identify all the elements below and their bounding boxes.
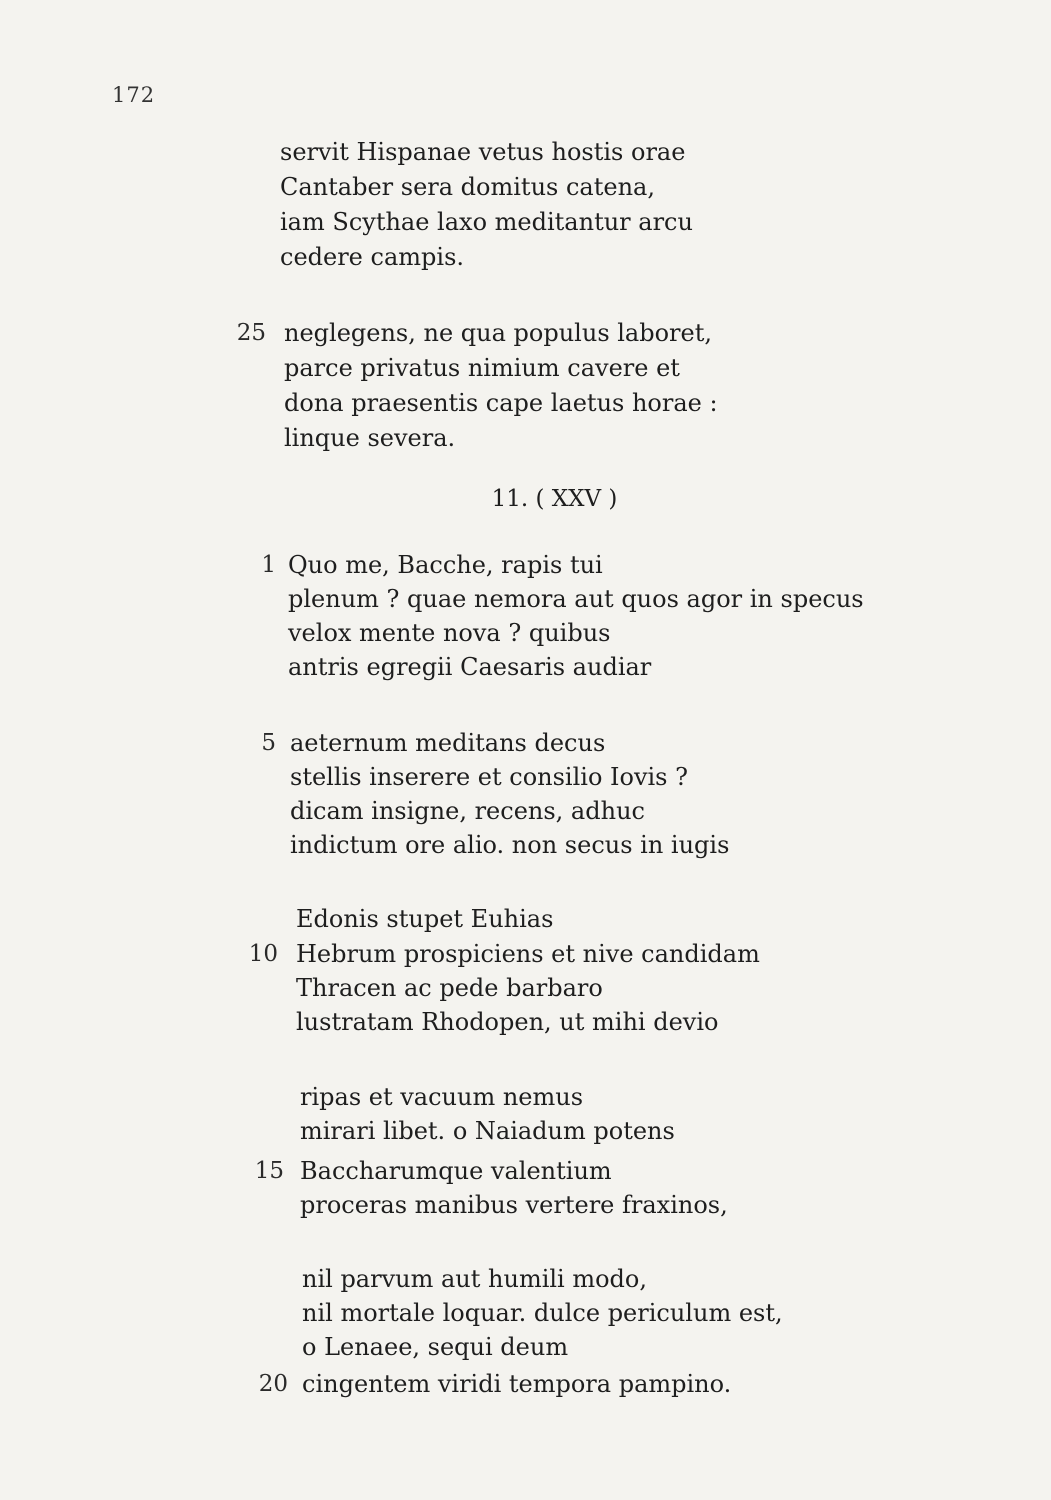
verse-line: lustratam Rhodopen, ut mihi devio (296, 1008, 719, 1036)
line-number: 10 (248, 941, 278, 967)
verse-line: velox mente nova ? quibus (288, 619, 611, 647)
verse-line: stellis inserere et consilio Iovis ? (290, 763, 688, 791)
verse-line: dicam insigne, recens, adhuc (290, 797, 645, 825)
line-number: 15 (254, 1158, 284, 1184)
verse-line: neglegens, ne qua populus laboret, (284, 319, 713, 347)
verse-line: plenum ? quae nemora aut quos agor in specus (288, 585, 864, 613)
line-number: 5 (261, 730, 276, 756)
verse-line: Cantaber sera domitus catena, (280, 173, 655, 201)
verse-line: ripas et vacuum nemus (300, 1083, 584, 1111)
verse-line: indictum ore alio. non secus in iugis (290, 831, 730, 859)
verse-line: servit Hispanae vetus hostis orae (280, 138, 686, 166)
verse-line: Quo me, Bacche, rapis tui (288, 551, 603, 579)
verse-line: iam Scythae laxo meditantur arcu (280, 208, 693, 236)
verse-line: Edonis stupet Euhias (296, 905, 554, 933)
verse-line: antris egregii Caesaris audiar (288, 653, 652, 681)
verse-line: nil mortale loquar. dulce periculum est, (302, 1299, 783, 1327)
line-number: 25 (236, 320, 266, 346)
verse-line: proceras manibus vertere fraxinos, (300, 1191, 728, 1219)
line-number: 20 (258, 1371, 288, 1397)
verse-line: Hebrum prospiciens et nive candidam (296, 940, 760, 968)
verse-line: dona praesentis cape laetus horae : (284, 389, 718, 417)
verse-line: Thracen ac pede barbaro (296, 974, 603, 1002)
line-number: 1 (261, 552, 276, 578)
verse-line: aeternum meditans decus (290, 729, 606, 757)
verse-line: Baccharumque valentium (300, 1157, 612, 1185)
page-number: 172 (112, 83, 156, 107)
verse-line: o Lenaee, sequi deum (302, 1333, 569, 1361)
verse-line: nil parvum aut humili modo, (302, 1265, 647, 1293)
verse-line: mirari libet. o Naiadum potens (300, 1117, 675, 1145)
verse-line: cedere campis. (280, 243, 465, 271)
verse-line: linque severa. (284, 424, 456, 452)
verse-line: cingentem viridi tempora pampino. (302, 1370, 732, 1398)
poem-heading: 11. ( XXV ) (491, 486, 618, 512)
verse-line: parce privatus nimium cavere et (284, 354, 680, 382)
